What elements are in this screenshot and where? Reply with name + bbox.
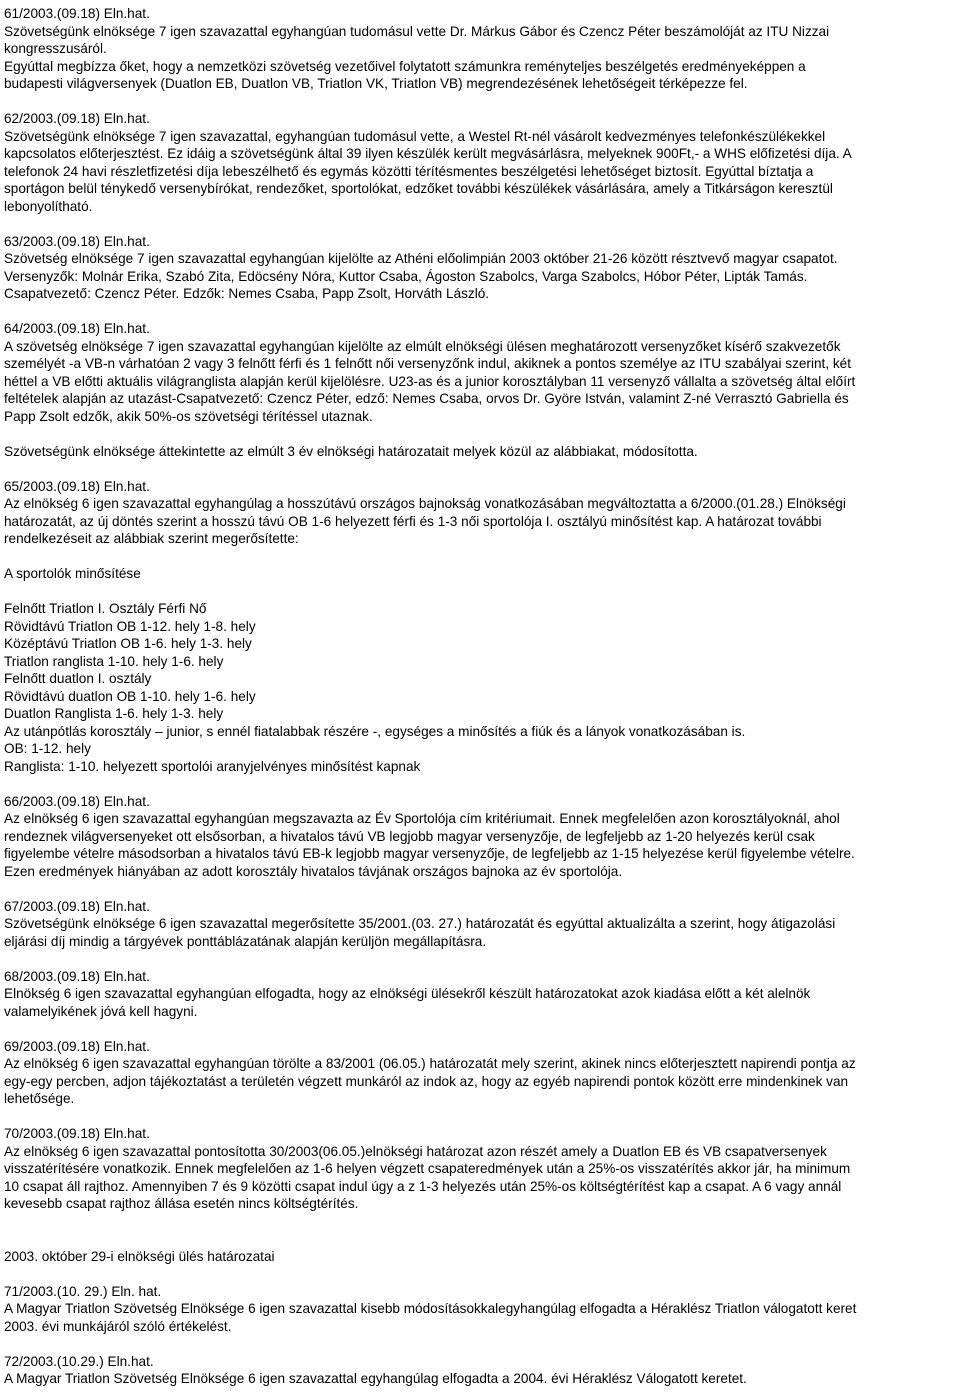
text-line: Felnőtt duatlon I. osztály [4,671,152,686]
text-line: telefonok 24 havi részletfizetési díja lebeszélhető és egymás közötti térítésmentes beszélgetési lehetőséget biztosít. Egyúttal bíztatja a [4,163,814,179]
text-line: Papp Zsolt edzők, akik 50%-os szövetségi térítéssel utaznak. [4,408,373,424]
text-line: Felnőtt Triatlon I. Osztály Férfi Nő [4,601,207,616]
text-line: Szövetségünk elnöksége áttekintette az elmúlt 3 év elnökségi határozatait melyek közül az alábbiakat, módosította. [4,443,698,459]
text-line: Csapatvezető: Czencz Péter. Edzők: Nemes Csaba, Papp Zsolt, Horváth László. [4,286,490,301]
text-line: Szövetség elnöksége 7 igen szavazattal egyhangúan kijelölte az Athéni előolimpián 2003 október 21-26 között résztvevő magyar csapatot. [4,251,838,266]
text-line: Az elnökség 6 igen szavazattal pontosította 30/2003(06.05.)elnökségi határozat azon részét amely a Duatlon EB és VB csapatversenyek [4,1143,827,1159]
text-line: 70/2003.(09.18) Eln.hat. [4,1126,150,1141]
text-line: rendeznek világversenyeket ott elsősorban, a hivatalos távú VB legjobb magyar versenyzője, de legfeljebb az 1-20 helyezés kerül csak [4,828,815,844]
text-line: eljárási díj mindig a tárgyévek ponttáblázatának alapján kerüljön megállapításra. [4,933,487,949]
text-line: Triatlon ranglista 1-10. hely 1-6. hely [4,653,224,669]
text-line: Szövetségünk elnöksége 7 igen szavazattal egyhangúan tudomásul vette Dr. Márkus Gábor és Czencz Péter beszámolóját az ITU Nizzai [4,23,830,39]
text-line: 68/2003.(09.18) Eln.hat. [4,968,150,984]
text-line: A sportolók minősítése [4,566,141,581]
text-line: 62/2003.(09.18) Eln.hat. [4,111,150,126]
text-line: Szövetségünk elnöksége 6 igen szavazattal megerősítette 35/2001.(03. 27.) határozatát és egyúttal aktualizálta a szerint, hogy átigazolási [4,916,836,931]
text-line: valamelyikének jóvá kell hagyni. [4,1003,198,1019]
text-line: Szövetségünk elnöksége 7 igen szavazattal, egyhangúan tudomásul vette, a Westel Rt-nél vásárolt kedvezményes telefonkészülékekkel [4,128,826,144]
text-line: Rövidtávú duatlon OB 1-10. hely 1-6. hely [4,688,256,704]
text-line: lehetősége. [4,1091,75,1106]
text-line: sportágon belül ténykedő versenybírókat, rendezőket, sportolókat, edzőket további készülékek vásárlására, amely a Titkárságon keresztül [4,181,833,196]
text-line: személyét -a VB-n várhatóan 2 vagy 3 felnőtt férfi és 1 felnőtt női versenyzőnk indul, akiknek a pontos személye az ITU szabályai szerint, két [4,356,852,371]
text-line: 61/2003.(09.18) Eln.hat. [4,6,150,21]
text-line: 64/2003.(09.18) Eln.hat. [4,321,150,336]
text-line: 2003. évi munkájáról szóló értékelést. [4,1318,232,1334]
text-line: 66/2003.(09.18) Eln.hat. [4,793,150,809]
text-line: Az utánpótlás korosztály – junior, s ennél fiatalabbak részére -, egységes a minősítés a fiúk és a lányok vonatkozásában is. [4,723,746,739]
text-line: Egyúttal megbízza őket, hogy a nemzetközi szövetség vezetőivel folytatott számunkra reményteljes beszélgetés eredményeképpen a [4,58,806,74]
text-line: határozatát, az új döntés szerint a hosszú távú OB 1-6 helyezett férfi és 1-3 női sportolója I. osztályú minősítést kap. A határozat további [4,513,822,529]
text-line: A Magyar Triatlon Szövetség Elnöksége 6 igen szavazattal egyhangúlag elfogadta a 2004. évi Héraklész Válogatott keretet. [4,1371,747,1386]
text-line: feltételek alapján az utazást-Csapatvezető: Czencz Péter, edző: Nemes Csaba, orvos Dr. Györe István, valamint Z-né Verrasztó Gabriella és [4,391,849,406]
text-line: Az elnökség 6 igen szavazattal egyhangúlag a hosszútávú országos bajnokság vonatkozásában megváltoztatta a 6/2000.(01.28.) Elnökségi [4,496,846,511]
text-line: Elnökség 6 igen szavazattal egyhangúan elfogadta, hogy az elnökségi ülésekről készült határozatokat azok kiadása előtt a két alelnök [4,986,811,1001]
text-line: Rövidtávú Triatlon OB 1-12. hely 1-8. hely [4,618,256,634]
text-line: lebonyolítható. [4,198,93,214]
text-line: budapesti világversenyek (Duatlon EB, Duatlon VB, Triatlon VK, Triatlon VB) megrendezésének lehetőségeit térképezze fel. [4,76,748,91]
text-line: OB: 1-12. hely [4,741,91,756]
text-line: 67/2003.(09.18) Eln.hat. [4,898,150,914]
text-line: visszatérítésére vonatkozik. Ennek megfelelően az 1-6 helyen végzett csapateredmények után a 25%-os visszatérítés akkor jár, ha minimum [4,1161,851,1176]
text-line: 2003. október 29-i elnökségi ülés határozatai [4,1248,275,1264]
text-line: kapcsolatos előterjesztést. Ez idáig a szövetségünk által 39 ilyen készülék került megvásárlásra, melyeknek 900Ft,- a WHS előfizetési díja. A [4,146,852,161]
text-line: 63/2003.(09.18) Eln.hat. [4,233,150,249]
text-line: Az elnökség 6 igen szavazattal egyhangúan törölte a 83/2001 (06.05.) határozatát mely szerint, akinek nincs előterjesztett napirendi pontja az [4,1056,856,1071]
text-line: rendelkezéseit az alábbiak szerint megerősítette: [4,531,299,546]
text-line: héttel a VB előtti aktuális világranglista alapján kerül kijelölésre. U23-as és a junior korosztályban 11 versenyző vállalta a szövetség által előírt [4,373,856,389]
text-line: figyelembe vételre másodsorban a hivatalos távú EB-k legjobb magyar versenyzője, de legfeljebb az 1-15 helyezése kerül figyelembe vételre. [4,846,855,861]
text-line: Az elnökség 6 igen szavazattal egyhangúan megszavazta az Év Sportolója cím kritériumait. Ennek megfelelően azon korosztályoknál, ahol [4,811,840,826]
text-line: A Magyar Triatlon Szövetség Elnöksége 6 igen szavazattal kisebb módosításokkalegyhangúlag elfogadta a Héraklész Triatlon válogatott keret [4,1301,857,1316]
text-line: kongresszusáról. [4,41,107,56]
text-line: 10 csapat áll rajthoz. Amennyiben 7 és 9 közötti csapat indul úgy a z 1-3 helyezés után 25%-os költségtérítést kap a csapat. A 6 vagy annál [4,1178,842,1194]
text-line: A szövetség elnöksége 7 igen szavazattal egyhangúan kijelölte az elmúlt elnökségi ülésen meghatározott versenyzőket kísérő szakvezetők [4,338,841,354]
text-line: 71/2003.(10. 29.) Eln. hat. [4,1283,162,1299]
text-line: 65/2003.(09.18) Eln.hat. [4,478,150,494]
text-line: 69/2003.(09.18) Eln.hat. [4,1038,150,1054]
text-line: Középtávú Triatlon OB 1-6. hely 1-3. hely [4,636,252,651]
text-line: kevesebb csapat rajthoz állása esetén nincs költségtérítés. [4,1196,359,1211]
text-line: egy-egy percben, adjon tájékoztatást a területén végzett munkáról az indok az, hogy az egyéb napirendi pontok között erre mindenkinek van [4,1073,849,1089]
text-line: Versenyzők: Molnár Erika, Szabó Zita, Edöcsény Nóra, Kuttor Csaba, Ágoston Szabolcs, Varga Szabolcs, Hóbor Péter, Lipták Tamás. [4,268,808,284]
text-line: Duatlon Ranglista 1-6. hely 1-3. hely [4,706,224,721]
text-line: Ezen eredmények hiányában az adott korosztály hivatalos távjának országos bajnoka az év sportolója. [4,863,623,879]
text-line: 72/2003.(10.29.) Eln.hat. [4,1353,154,1369]
text-line: Ranglista: 1-10. helyezett sportolói aranyjelvényes minősítést kapnak [4,758,421,774]
